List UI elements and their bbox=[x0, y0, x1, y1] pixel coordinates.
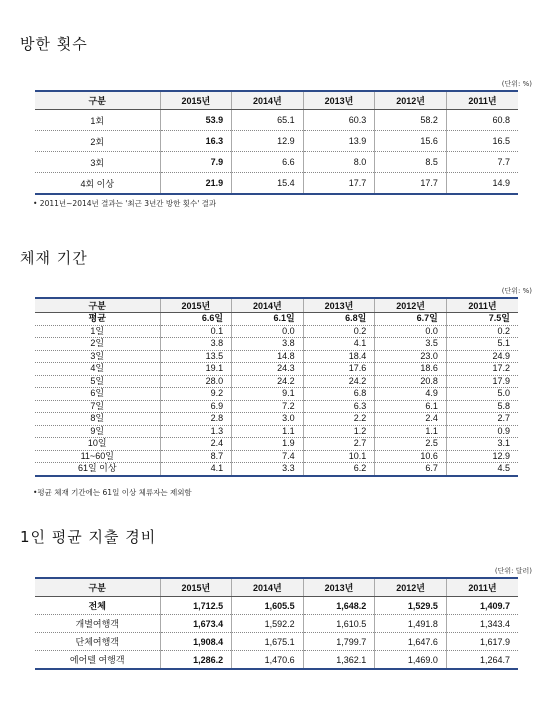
visit-count-note: • 2011년~2014년 결과는 '최근 3년간 방한 횟수' 결과 bbox=[33, 199, 217, 208]
cell-2011: 0.2 bbox=[446, 325, 518, 338]
cell-2013: 1.2 bbox=[303, 425, 375, 438]
cell-2012: 2.5 bbox=[375, 438, 447, 451]
cell-2015: 1,712.5 bbox=[160, 597, 232, 615]
expenditure-title: 1인 평균 지출 경비 bbox=[20, 528, 157, 546]
table-row bbox=[35, 325, 518, 338]
cell-2015: 19.1 bbox=[160, 363, 232, 376]
row-label: 전체 bbox=[35, 597, 160, 615]
cell-2015: 21.9 bbox=[160, 173, 232, 195]
cell-2014: 1,592.2 bbox=[232, 615, 304, 633]
cell-2015: 7.9 bbox=[160, 152, 232, 173]
cell-2014: 0.0 bbox=[232, 325, 304, 338]
table-row bbox=[35, 413, 518, 426]
stay-duration-note: •평균 체재 기간에는 61일 이상 체류자는 제외함 bbox=[33, 488, 192, 497]
header-2014: 2014년 bbox=[232, 578, 304, 597]
header-row bbox=[35, 91, 518, 110]
cell-2013: 6.3 bbox=[303, 400, 375, 413]
header-2012: 2012년 bbox=[375, 91, 447, 110]
table-row bbox=[35, 131, 518, 152]
cell-2012: 20.8 bbox=[375, 375, 447, 388]
cell-2011: 1,343.4 bbox=[446, 615, 518, 633]
header-2012: 2012년 bbox=[375, 578, 447, 597]
cell-2013: 6.2 bbox=[303, 463, 375, 476]
cell-2012: 6.1 bbox=[375, 400, 447, 413]
row-label: 3일 bbox=[35, 350, 160, 363]
cell-2014: 15.4 bbox=[232, 173, 304, 195]
cell-2014: 3.8 bbox=[232, 338, 304, 351]
header-2015: 2015년 bbox=[160, 91, 232, 110]
header-2011: 2011년 bbox=[446, 91, 518, 110]
cell-2015: 6.6일 bbox=[160, 313, 232, 326]
table-row bbox=[35, 450, 518, 463]
cell-2014: 1,605.5 bbox=[232, 597, 304, 615]
cell-2014: 3.3 bbox=[232, 463, 304, 476]
row-label: 8일 bbox=[35, 413, 160, 426]
cell-2011: 17.9 bbox=[446, 375, 518, 388]
cell-2012: 0.0 bbox=[375, 325, 447, 338]
cell-2012: 17.7 bbox=[375, 173, 447, 195]
cell-2013: 2.2 bbox=[303, 413, 375, 426]
visit-count-table bbox=[35, 90, 518, 195]
cell-2014: 6.6 bbox=[232, 152, 304, 173]
cell-2014: 65.1 bbox=[232, 110, 304, 131]
cell-2011: 60.8 bbox=[446, 110, 518, 131]
total-row bbox=[35, 597, 518, 615]
header-category: 구분 bbox=[35, 578, 160, 597]
cell-2014: 7.2 bbox=[232, 400, 304, 413]
header-2015: 2015년 bbox=[160, 298, 232, 313]
row-label: 1일 bbox=[35, 325, 160, 338]
cell-2014: 7.4 bbox=[232, 450, 304, 463]
cell-2013: 1,362.1 bbox=[303, 651, 375, 670]
cell-2011: 1,617.9 bbox=[446, 633, 518, 651]
cell-2015: 3.8 bbox=[160, 338, 232, 351]
cell-2011: 0.9 bbox=[446, 425, 518, 438]
table-row bbox=[35, 152, 518, 173]
cell-2011: 7.5일 bbox=[446, 313, 518, 326]
cell-2014: 1.1 bbox=[232, 425, 304, 438]
cell-2014: 3.0 bbox=[232, 413, 304, 426]
row-label: 단체여행객 bbox=[35, 633, 160, 651]
cell-2011: 17.2 bbox=[446, 363, 518, 376]
row-label: 11~60일 bbox=[35, 450, 160, 463]
cell-2012: 1,491.8 bbox=[375, 615, 447, 633]
cell-2011: 3.1 bbox=[446, 438, 518, 451]
header-category: 구분 bbox=[35, 91, 160, 110]
cell-2012: 58.2 bbox=[375, 110, 447, 131]
table-row bbox=[35, 363, 518, 376]
cell-2013: 8.0 bbox=[303, 152, 375, 173]
cell-2013: 6.8일 bbox=[303, 313, 375, 326]
table-row bbox=[35, 438, 518, 451]
row-label: 3회 bbox=[35, 152, 160, 173]
row-label: 개별여행객 bbox=[35, 615, 160, 633]
cell-2014: 24.2 bbox=[232, 375, 304, 388]
header-2014: 2014년 bbox=[232, 91, 304, 110]
table-row bbox=[35, 388, 518, 401]
cell-2013: 1,799.7 bbox=[303, 633, 375, 651]
cell-2014: 6.1일 bbox=[232, 313, 304, 326]
table-row bbox=[35, 375, 518, 388]
header-2011: 2011년 bbox=[446, 298, 518, 313]
cell-2012: 6.7 bbox=[375, 463, 447, 476]
cell-2011: 14.9 bbox=[446, 173, 518, 195]
cell-2015: 2.4 bbox=[160, 438, 232, 451]
cell-2013: 1,610.5 bbox=[303, 615, 375, 633]
row-label: 9일 bbox=[35, 425, 160, 438]
header-2013: 2013년 bbox=[303, 298, 375, 313]
cell-2015: 13.5 bbox=[160, 350, 232, 363]
cell-2015: 1,673.4 bbox=[160, 615, 232, 633]
cell-2013: 24.2 bbox=[303, 375, 375, 388]
row-label: 에어텔 여행객 bbox=[69, 655, 125, 665]
cell-2015: 1,908.4 bbox=[160, 633, 232, 651]
cell-2012: 18.6 bbox=[375, 363, 447, 376]
table-row bbox=[35, 615, 518, 633]
header-2013: 2013년 bbox=[303, 578, 375, 597]
cell-2012: 10.6 bbox=[375, 450, 447, 463]
cell-2014: 12.9 bbox=[232, 131, 304, 152]
header-2012: 2012년 bbox=[375, 298, 447, 313]
header-2011: 2011년 bbox=[446, 578, 518, 597]
stay-duration-title: 체재 기간 bbox=[20, 249, 88, 267]
cell-2011: 5.8 bbox=[446, 400, 518, 413]
cell-2012: 15.6 bbox=[375, 131, 447, 152]
row-label: 4회 이상 bbox=[80, 178, 115, 189]
table-row bbox=[35, 633, 518, 651]
table-row bbox=[35, 651, 518, 670]
cell-2012: 8.5 bbox=[375, 152, 447, 173]
cell-2013: 17.7 bbox=[303, 173, 375, 195]
cell-2014: 1,675.1 bbox=[232, 633, 304, 651]
cell-2015: 28.0 bbox=[160, 375, 232, 388]
header-row bbox=[35, 298, 518, 313]
cell-2011: 2.7 bbox=[446, 413, 518, 426]
row-label: 2일 bbox=[35, 338, 160, 351]
table-row bbox=[35, 463, 518, 476]
table-row bbox=[35, 173, 518, 195]
cell-2014: 9.1 bbox=[232, 388, 304, 401]
cell-2015: 1,286.2 bbox=[160, 651, 232, 670]
cell-2013: 0.2 bbox=[303, 325, 375, 338]
table-row bbox=[35, 338, 518, 351]
cell-2012: 2.4 bbox=[375, 413, 447, 426]
expenditure-unit: (단위: 달러) bbox=[494, 567, 532, 575]
cell-2015: 9.2 bbox=[160, 388, 232, 401]
cell-2013: 17.6 bbox=[303, 363, 375, 376]
cell-2012: 1.1 bbox=[375, 425, 447, 438]
header-2014: 2014년 bbox=[232, 298, 304, 313]
cell-2013: 13.9 bbox=[303, 131, 375, 152]
expenditure-table bbox=[35, 577, 518, 670]
average-row bbox=[35, 313, 518, 326]
cell-2013: 2.7 bbox=[303, 438, 375, 451]
cell-2011: 16.5 bbox=[446, 131, 518, 152]
cell-2015: 8.7 bbox=[160, 450, 232, 463]
row-label: 평균 bbox=[35, 313, 160, 326]
row-label: 7일 bbox=[35, 400, 160, 413]
cell-2011: 5.0 bbox=[446, 388, 518, 401]
cell-2013: 4.1 bbox=[303, 338, 375, 351]
cell-2012: 6.7일 bbox=[375, 313, 447, 326]
cell-2014: 24.3 bbox=[232, 363, 304, 376]
header-category: 구분 bbox=[35, 298, 160, 313]
cell-2011: 7.7 bbox=[446, 152, 518, 173]
cell-2015: 53.9 bbox=[160, 110, 232, 131]
row-label: 4일 bbox=[35, 363, 160, 376]
header-2013: 2013년 bbox=[303, 91, 375, 110]
cell-2011: 1,264.7 bbox=[446, 651, 518, 670]
header-2015: 2015년 bbox=[160, 578, 232, 597]
header-row bbox=[35, 578, 518, 597]
table-row bbox=[35, 110, 518, 131]
stay-duration-unit: (단위: %) bbox=[501, 287, 532, 295]
visit-count-unit: (단위: %) bbox=[501, 80, 532, 88]
cell-2011: 1,409.7 bbox=[446, 597, 518, 615]
cell-2013: 18.4 bbox=[303, 350, 375, 363]
table-row bbox=[35, 425, 518, 438]
cell-2011: 12.9 bbox=[446, 450, 518, 463]
cell-2013: 1,648.2 bbox=[303, 597, 375, 615]
cell-2015: 6.9 bbox=[160, 400, 232, 413]
cell-2014: 14.8 bbox=[232, 350, 304, 363]
cell-2015: 0.1 bbox=[160, 325, 232, 338]
row-label: 5일 bbox=[35, 375, 160, 388]
visit-count-title: 방한 횟수 bbox=[20, 35, 88, 53]
cell-2013: 60.3 bbox=[303, 110, 375, 131]
stay-duration-table bbox=[35, 297, 518, 477]
cell-2012: 23.0 bbox=[375, 350, 447, 363]
cell-2012: 4.9 bbox=[375, 388, 447, 401]
cell-2015: 2.8 bbox=[160, 413, 232, 426]
cell-2014: 1,470.6 bbox=[232, 651, 304, 670]
cell-2012: 1,469.0 bbox=[375, 651, 447, 670]
cell-2014: 1.9 bbox=[232, 438, 304, 451]
cell-2015: 1.3 bbox=[160, 425, 232, 438]
cell-2012: 1,529.5 bbox=[375, 597, 447, 615]
cell-2012: 1,647.6 bbox=[375, 633, 447, 651]
cell-2015: 16.3 bbox=[160, 131, 232, 152]
cell-2011: 4.5 bbox=[446, 463, 518, 476]
row-label: 10일 bbox=[35, 438, 160, 451]
cell-2011: 24.9 bbox=[446, 350, 518, 363]
cell-2015: 4.1 bbox=[160, 463, 232, 476]
row-label: 2회 bbox=[35, 131, 160, 152]
cell-2013: 6.8 bbox=[303, 388, 375, 401]
cell-2012: 3.5 bbox=[375, 338, 447, 351]
row-label: 6일 bbox=[35, 388, 160, 401]
table-row bbox=[35, 350, 518, 363]
row-label: 1회 bbox=[35, 110, 160, 131]
cell-2011: 5.1 bbox=[446, 338, 518, 351]
table-row bbox=[35, 400, 518, 413]
row-label: 61일 이상 bbox=[77, 463, 117, 474]
cell-2013: 10.1 bbox=[303, 450, 375, 463]
